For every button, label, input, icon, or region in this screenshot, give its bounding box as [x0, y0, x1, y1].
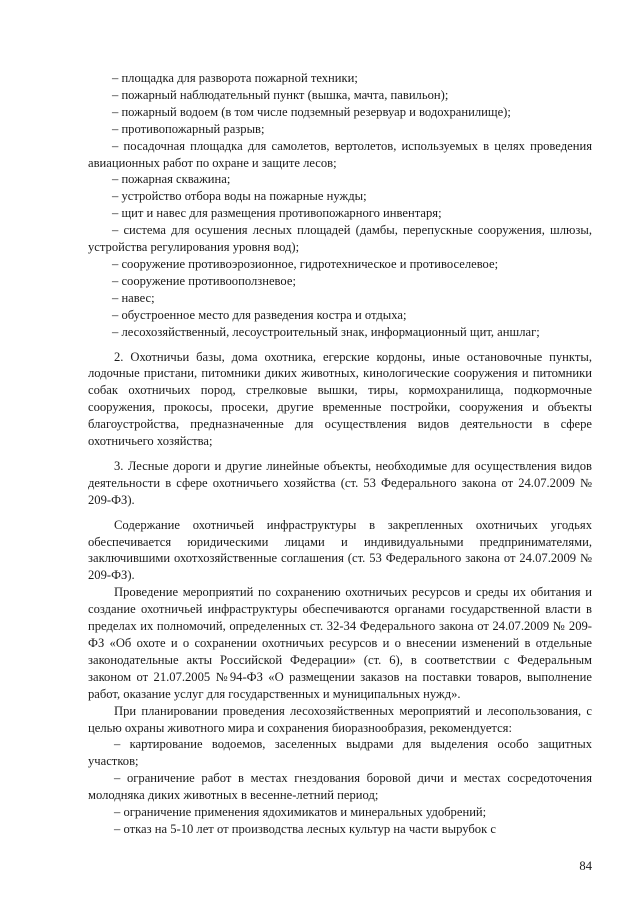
list-item: – площадка для разворота пожарной техники;	[112, 71, 358, 85]
recommendation-item: – отказ на 5-10 лет от производства лесных культур на части вырубок с	[114, 821, 496, 836]
recommendation-item: – картирование водоемов, заселенных выдрами для выделения особо защитных участков;	[88, 737, 592, 769]
paragraph-forest-roads: 3. Лесные дороги и другие линейные объекты, необходимые для осуществления видов деятельности в сфере охотничьего хозяйства (ст. 53 Федерального закона от 24.07.2009 № 209-ФЗ).	[88, 458, 592, 507]
list-item: – навес;	[112, 290, 155, 305]
list-item: – пожарная скважина;	[112, 172, 231, 187]
list-item: – щит и навес для размещения противопожарного инвентаря;	[112, 206, 442, 221]
list-item: – система для осушения лесных площадей (дамбы, перепускные сооружения, шлюзы, устройства регулирования уровня вод);	[88, 223, 592, 255]
list-item: – пожарный водоем (в том числе подземный резервуар и водохранилище);	[112, 104, 511, 119]
list-item: – сооружение противоэрозионное, гидротехническое и противоселевое;	[112, 256, 499, 271]
list-item: – посадочная площадка для самолетов, вертолетов, используемых в целях проведения авиационных работ по охране и защите лесов;	[88, 138, 592, 170]
paragraph-infrastructure-maintenance: Содержание охотничьей инфраструктуры в закрепленных охотничьих угодьях обеспечивается юридическими лицами и индивидуальными предпринимателями, заключившими охотхозяйственные соглашения (ст. 53 Федерального закона от 24.07.2009 № 209-ФЗ).	[88, 517, 592, 583]
list-item: – сооружение противооползневое;	[112, 273, 296, 288]
recommendation-item: – ограничение применения ядохимикатов и минеральных удобрений;	[114, 805, 487, 820]
list-item: – обустроенное место для разведения костра и отдыха;	[112, 307, 407, 322]
paragraph-conservation-measures: Проведение мероприятий по сохранению охотничьих ресурсов и среды их обитания и создание охотничьей инфраструктуры обеспечиваются органами государственной власти в пределах их полномочий, определенных ст. 32-34 Федерального закона от 24.07.2009 № 209-ФЗ «Об охоте и о сохранении охотничьих ресурсов и о внесении изменений в отдельные законодательные акты Российской Федерации» (ст. 6), в соответствии с Федеральным законом от 21.07.2005 №94-ФЗ «О размещении заказов на поставки товаров, выполнение работ, оказание услуг для государственных и муниципальных нужд».	[88, 585, 592, 701]
paragraph-hunting-bases: 2. Охотничьи базы, дома охотника, егерские кордоны, иные остановочные пункты, лодочные пристани, питомники диких животных, кинологические сооружения и питомники собак охотничьих пород, стрелковые вышки, тиры, кормохранилища, подкормочные сооружения, прокосы, просеки, другие временные постройки, сооружения и объекты благоустройства, предназначенные для осуществления видов деятельности в сфере охотничьего хозяйства;	[88, 349, 592, 449]
paragraph-planning-recommendations: При планировании проведения лесохозяйственных мероприятий и лесопользования, с целью охраны животного мира и сохранения биоразнообразия, рекомендуется:	[88, 703, 592, 735]
list-item: – противопожарный разрыв;	[112, 121, 265, 136]
list-item: – лесохозяйственный, лесоустроительный знак, информационный щит, аншлаг;	[112, 324, 540, 339]
list-item: – пожарный наблюдательный пункт (вышка, мачта, павильон);	[112, 87, 449, 102]
list-item: – устройство отбора воды на пожарные нужды;	[112, 189, 367, 204]
page-number: 84	[579, 859, 592, 873]
recommendation-item: – ограничение работ в местах гнездования боровой дичи и местах сосредоточения молодняка диких животных в весенне-летний период;	[88, 771, 592, 803]
